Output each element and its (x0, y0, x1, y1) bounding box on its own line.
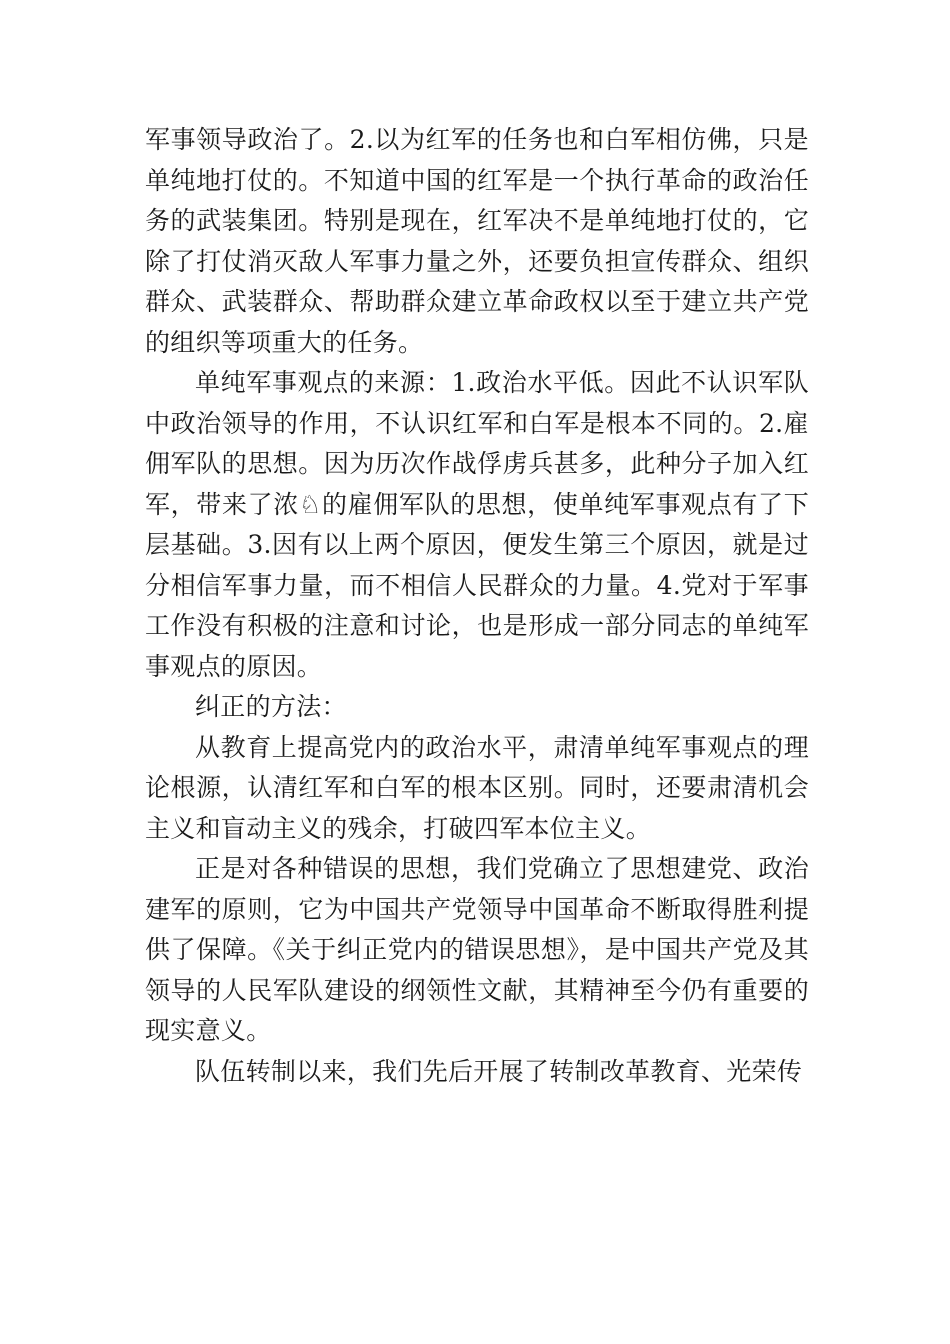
body-text (145, 120, 809, 1092)
paragraph-6: 队伍转制以来，我们先后开展了转制改革教育、光荣传 (195, 1056, 803, 1086)
paragraph-3: 纠正的方法： (195, 692, 347, 721)
paragraph-5: 正是对各种错误的思想，我们党确立了思想建党、政治建军的原则，它为中国共产党领导中国革命不断取得胜利提供了保障。《关于纠正党内的错误思想》，是中国共产党及其领导的人民军队建设的纲领性文献，其精神至今仍有重要的现实意义。 (145, 854, 809, 1045)
paragraph-2: 单纯军事观点的来源：1.政治水平低。因此不认识军队中政治领导的作用，不认识红军和白军是根本不同的。2.雇佣军队的思想。因为历次作战俘虏兵甚多，此种分子加入红军，带来了浓♘的雇佣军队的思想，使单纯军事观点有了下层基础。3.因有以上两个原因，便发生第三个原因，就是过分相信军事力量，而不相信人民群众的力量。4.党对于军事工作没有积极的注意和讨论，也是形成一部分同志的单纯军事观点的原因。 (145, 368, 809, 681)
paragraph-1: 军事领导政治了。2.以为红军的任务也和白军相仿佛，只是单纯地打仗的。不知道中国的红军是一个执行革命的政治任务的武装集团。特别是现在，红军决不是单纯地打仗的，它除了打仗消灭敌人军事力量之外，还要负担宣传群众、组织群众、武装群众、帮助群众建立革命政权以至于建立共产党的组织等项重大的任务。 (145, 125, 809, 357)
paragraph-4: 从教育上提高党内的政治水平，肃清单纯军事观点的理论根源，认清红军和白军的根本区别。同时，还要肃清机会主义和盲动主义的残余，打破四军本位主义。 (145, 732, 809, 843)
